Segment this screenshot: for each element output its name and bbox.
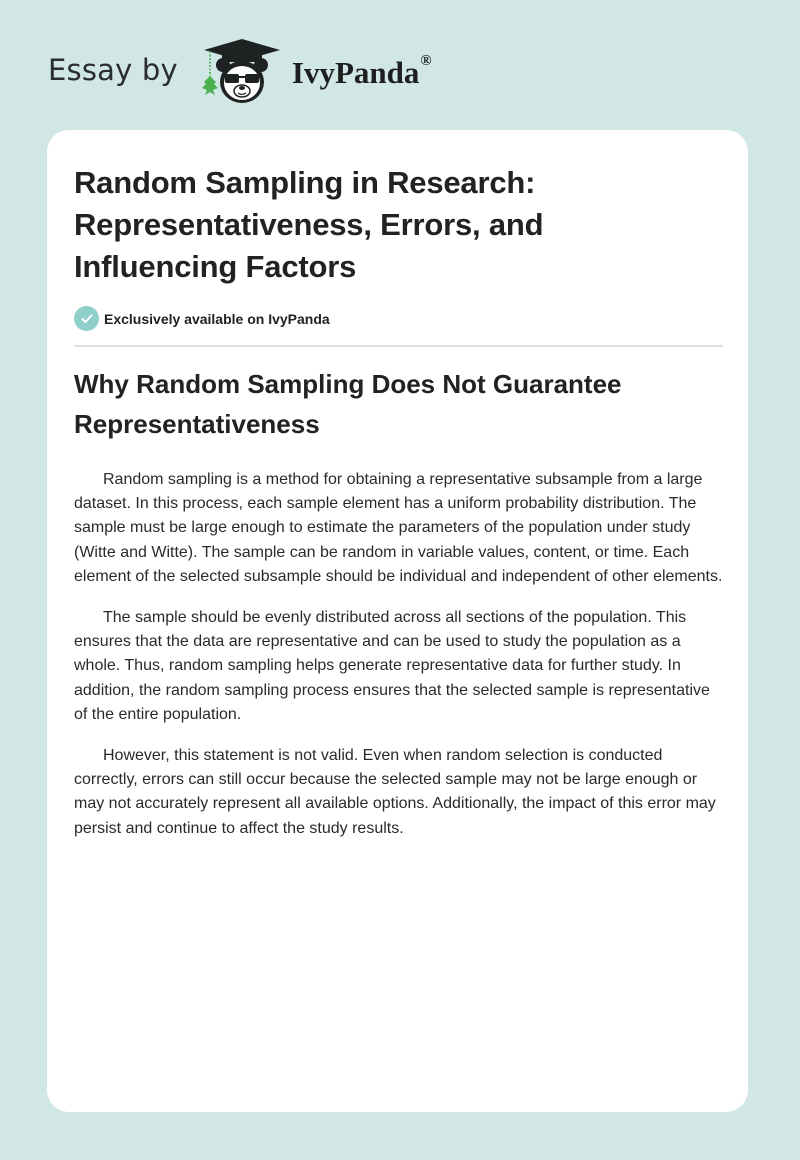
essay-body — [74, 468, 724, 858]
brand-name[interactable] — [292, 55, 432, 91]
exclusive-badge — [74, 306, 330, 331]
exclusive-label: Exclusively available on IvyPanda — [104, 310, 330, 327]
brand-text: IvyPanda — [291, 55, 420, 90]
paragraph: However, this statement is not valid. Even when random selection is conducted correctly, errors can still occur because the selected sample may not be large enough or may not accurately represent all available options. Additionally, the impact of this error may persist and continue to affect the study results. — [74, 747, 716, 837]
paragraph: The sample should be evenly distributed across all sections of the population. This ensures that the data are representative and can be used to study the population as a whole. Thus, random sampling helps generate representative data for further study. In addition, the random sampling process ensures that the selected sample is representative of the entire population. — [74, 609, 710, 723]
essay-card — [47, 130, 748, 1112]
check-circle-icon — [74, 306, 99, 331]
section-heading: Why Random Sampling Does Not Guarantee Representativeness — [74, 369, 622, 439]
panda-graduate-logo-icon[interactable] — [196, 36, 288, 108]
paragraph: Random sampling is a method for obtaining a representative subsample from a large dataset. In this process, each sample element has a uniform probability distribution. The sample must be large enough to estimate the parameters of the population under study (Witte and Witte). The sample can be random in variable values, content, or time. Each element of the selected subsample should be individual and independent of other elements. — [74, 471, 723, 585]
site-header — [48, 36, 432, 108]
registered-mark: ® — [420, 53, 432, 69]
divider — [74, 345, 723, 347]
page-title: Random Sampling in Research: Representativeness, Errors, and Influencing Factors — [74, 165, 544, 284]
essay-by-label: Essay by — [48, 53, 178, 87]
